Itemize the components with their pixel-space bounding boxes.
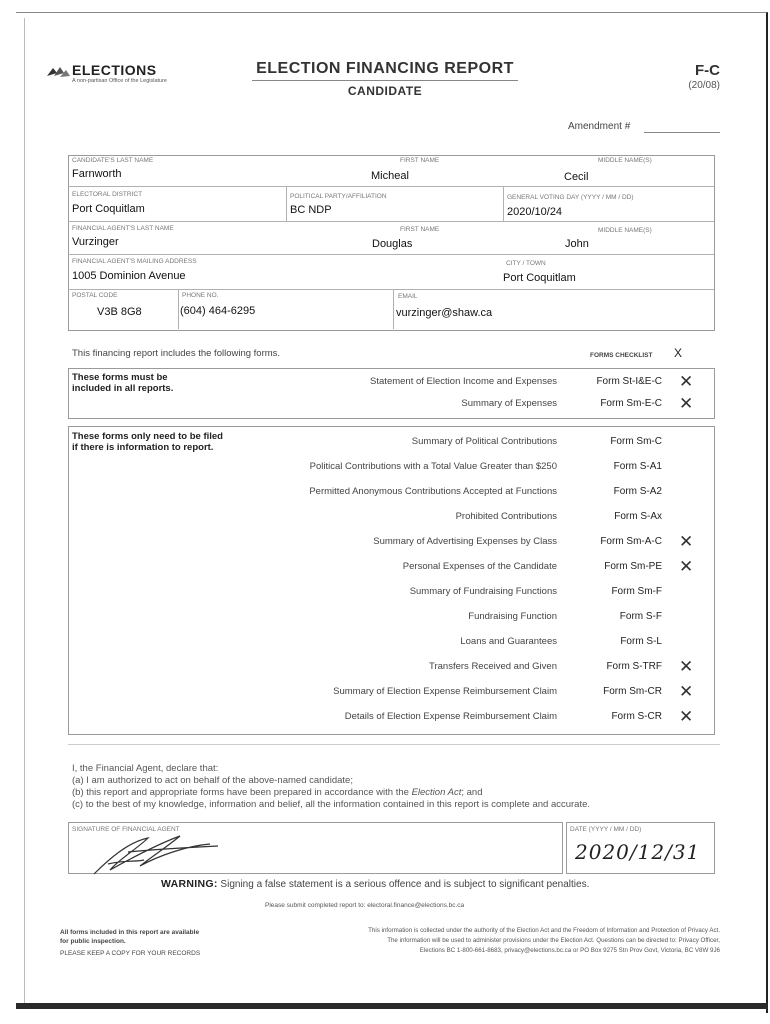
signature-icon[interactable] <box>88 830 238 880</box>
form-description: Prohibited Contributions <box>455 511 557 522</box>
postal-code-label: POSTAL CODE <box>72 292 118 299</box>
declaration-c: (c) to the best of my knowledge, information and belief, all the information contained in this report is complete and accurate. <box>72 799 591 810</box>
form-code: Form S-Ax <box>614 511 662 522</box>
form-description: Details of Election Expense Reimbursement Claim <box>344 711 557 722</box>
divider <box>178 290 179 329</box>
form-code: Form Sm-PE <box>604 561 662 572</box>
agent-middle-name[interactable]: John <box>565 238 589 250</box>
district-field[interactable]: Port Coquitlam <box>72 203 145 215</box>
declaration-intro: I, the Financial Agent, declare that: <box>72 763 219 774</box>
city-label: CITY / TOWN <box>506 260 546 267</box>
candidate-last-name[interactable]: Farnworth <box>72 168 122 180</box>
checklist-checkbox[interactable]: ✕ <box>679 682 694 701</box>
section-divider <box>68 744 720 745</box>
form-code: Form Sm-E-C <box>600 398 662 409</box>
form-description: Summary of Fundraising Functions <box>409 586 557 597</box>
signature-label: SIGNATURE OF FINANCIAL AGENT <box>72 826 180 833</box>
form-code: Form S-L <box>620 636 662 647</box>
city-field[interactable]: Port Coquitlam <box>503 272 576 284</box>
checklist-checkbox[interactable]: ✕ <box>679 372 694 391</box>
footer-public-2: for public inspection. <box>60 938 126 945</box>
forms-checklist-label: FORMS CHECKLIST <box>590 352 653 359</box>
agent-first-name[interactable]: Douglas <box>372 238 413 250</box>
logo-subtitle: A non-partisan Office of the Legislature <box>72 78 167 84</box>
form-description: Loans and Guarantees <box>460 636 557 647</box>
scan-left-edge <box>24 18 25 1003</box>
amendment-label: Amendment # <box>568 121 631 132</box>
form-description: Statement of Election Income and Expenses <box>370 376 557 387</box>
form-description: Summary of Political Contributions <box>411 436 557 447</box>
form-code: Form S-A2 <box>613 486 662 497</box>
divider <box>68 254 714 255</box>
form-code: F-C <box>695 62 720 79</box>
agent-middle-name-label: MIDDLE NAME(S) <box>598 227 652 234</box>
candidate-middle-name[interactable]: Cecil <box>564 171 589 183</box>
form-code: Form St-I&E-C <box>596 376 662 387</box>
divider <box>68 186 714 187</box>
form-description: Transfers Received and Given <box>429 661 557 672</box>
form-description: Summary of Election Expense Reimbursement Claim <box>333 686 557 697</box>
agent-address-field[interactable]: 1005 Dominion Avenue <box>72 270 186 282</box>
agent-last-name[interactable]: Vurzinger <box>72 236 119 248</box>
candidate-middle-name-label: MIDDLE NAME(S) <box>598 157 652 164</box>
divider <box>68 221 714 222</box>
divider <box>68 289 714 290</box>
form-code: Form Sm-CR <box>603 686 662 697</box>
form-revision: (20/08) <box>688 80 720 91</box>
form-description: Summary of Expenses <box>461 398 557 409</box>
form-description: Summary of Advertising Expenses by Class <box>373 536 557 547</box>
party-label: POLITICAL PARTY/AFFILIATION <box>290 193 387 200</box>
date-field[interactable]: 2020/12/31 <box>575 840 701 864</box>
divider <box>503 187 504 221</box>
candidate-first-name[interactable]: Micheal <box>371 170 409 182</box>
logo-mark-icon <box>45 64 71 80</box>
forms-intro: This financing report includes the following forms. <box>72 348 281 359</box>
form-description: Fundraising Function <box>468 611 557 622</box>
declaration-a: (a) I am authorized to act on behalf of the above-named candidate; <box>72 775 353 786</box>
forms-checklist-mark: X <box>674 346 683 360</box>
district-label: ELECTORAL DISTRICT <box>72 191 143 198</box>
agent-address-label: FINANCIAL AGENT'S MAILING ADDRESS <box>72 258 197 265</box>
voting-day-label: GENERAL VOTING DAY (YYYY / MM / DD) <box>507 194 634 201</box>
warning-text: WARNING: Signing a false statement is a serious offence and is subject to significant penalties. <box>161 878 590 890</box>
footer-privacy-2: The information will be used to administer provisions under the Election Act. Questions can be directed to: Privacy Officer, <box>387 937 720 944</box>
voting-day-field[interactable]: 2020/10/24 <box>507 206 563 218</box>
optional-heading: These forms only need to be filed if there is information to report. <box>72 431 223 453</box>
required-heading: These forms must be included in all reports. <box>72 372 174 394</box>
footer-privacy-3: Elections BC 1-800-661-8683, privacy@elections.bc.ca or PO Box 9275 Stn Prov Govt, Victoria, BC V8W 9J6 <box>419 947 720 954</box>
page-title: ELECTION FINANCING REPORT <box>256 60 514 77</box>
form-code: Form Sm-C <box>610 436 662 447</box>
declaration-b: (b) this report and appropriate forms have been prepared in accordance with the Election Act; and <box>72 787 483 798</box>
divider <box>286 187 287 221</box>
form-description: Permitted Anonymous Contributions Accepted at Functions <box>309 486 557 497</box>
footer-privacy-1: This information is collected under the authority of the Election Act and the Freedom of Information and Protection of Privacy Act. <box>368 927 720 934</box>
form-code: Form S-F <box>619 611 662 622</box>
title-rule <box>252 80 518 81</box>
candidate-first-name-label: FIRST NAME <box>400 157 440 164</box>
agent-last-name-label: FINANCIAL AGENT'S LAST NAME <box>72 225 174 232</box>
postal-code-field[interactable]: V3B 8G8 <box>97 306 142 318</box>
form-code: Form S-TRF <box>606 661 662 672</box>
form-code: Form Sm-F <box>611 586 662 597</box>
checklist-checkbox[interactable]: ✕ <box>679 707 694 726</box>
submit-instructions: Please submit completed report to: electoral.finance@elections.bc.ca <box>265 902 465 909</box>
divider <box>393 290 394 329</box>
form-description: Political Contributions with a Total Value Greater than $250 <box>309 461 557 472</box>
email-field[interactable]: vurzinger@shaw.ca <box>396 307 493 319</box>
checklist-checkbox[interactable]: ✕ <box>679 557 694 576</box>
form-code: Form S-CR <box>611 711 662 722</box>
candidate-last-name-label: CANDIDATE'S LAST NAME <box>72 157 154 164</box>
form-code: Form Sm-A-C <box>600 536 662 547</box>
email-label: EMAIL <box>398 293 418 300</box>
date-label: DATE (YYYY / MM / DD) <box>570 826 642 833</box>
agent-first-name-label: FIRST NAME <box>400 226 440 233</box>
amendment-field[interactable] <box>644 132 720 133</box>
footer-public-1: All forms included in this report are available <box>60 929 200 936</box>
phone-label: PHONE NO. <box>182 292 219 299</box>
page-subtitle: CANDIDATE <box>347 84 423 98</box>
footer-keep-copy: PLEASE KEEP A COPY FOR YOUR RECORDS <box>60 950 201 957</box>
party-field[interactable]: BC NDP <box>290 204 332 216</box>
form-code: Form S-A1 <box>613 461 662 472</box>
form-description: Personal Expenses of the Candidate <box>402 561 557 572</box>
phone-field[interactable]: (604) 464-6295 <box>180 305 256 317</box>
scan-bottom-edge <box>16 1003 768 1009</box>
checklist-checkbox[interactable]: ✕ <box>679 532 694 551</box>
logo-title: ELECTIONS <box>72 62 157 78</box>
checklist-checkbox[interactable]: ✕ <box>679 394 694 413</box>
checklist-checkbox[interactable]: ✕ <box>679 657 694 676</box>
